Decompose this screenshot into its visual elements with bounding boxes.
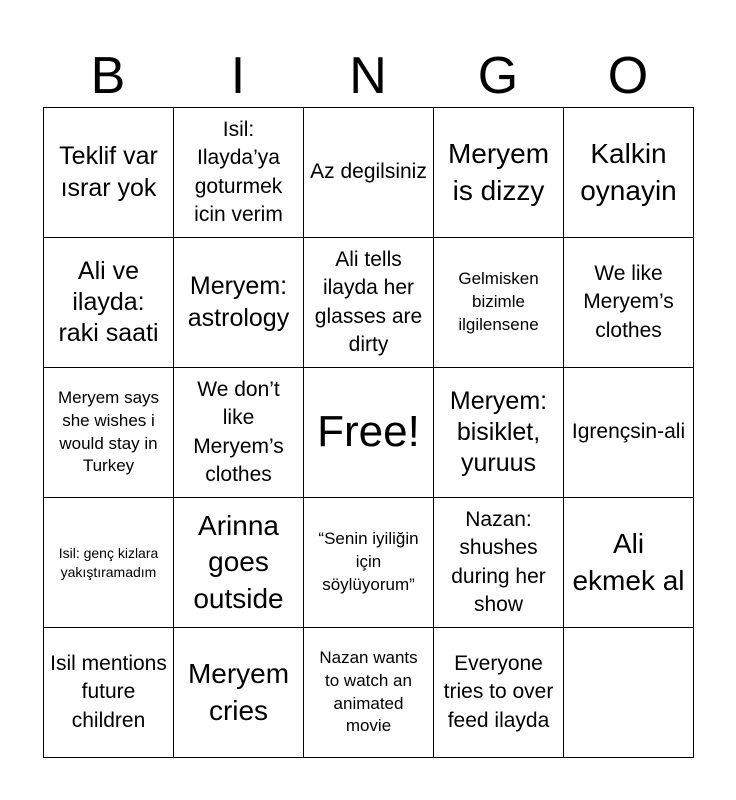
bingo-cell[interactable]: Meryem is dizzy [434,108,564,238]
grid-row-3 [44,368,694,498]
bingo-cell[interactable]: Nazan: shushes during her show [434,498,564,628]
bingo-grid [43,107,694,758]
bingo-cell[interactable]: Nazan wants to watch an animated movie [304,628,434,758]
bingo-cell[interactable]: Ali ekmek al [564,498,694,628]
bingo-cell[interactable]: Kalkin oynayin [564,108,694,238]
empty-cell[interactable] [564,628,694,758]
header-letter-o: O [607,47,649,105]
header-letter-g: G [477,47,519,105]
bingo-cell[interactable]: Ali ve ilayda: raki saati [44,238,174,368]
bingo-cell[interactable]: Meryem: astrology [174,238,304,368]
bingo-cell[interactable]: Gelmisken bizimle ilgilensene [434,238,564,368]
bingo-cell[interactable]: Teklif var ısrar yok [44,108,174,238]
grid-row-1 [44,108,694,238]
bingo-cell[interactable]: Az degilsiniz [304,108,434,238]
grid-row-2 [44,238,694,368]
free-cell[interactable]: Free! [304,368,434,498]
bingo-cell[interactable]: Isil: genç kizlara yakıştıramadım [44,498,174,628]
bingo-cell[interactable]: “Senin iyiliğin için söylüyorum” [304,498,434,628]
bingo-cell[interactable]: Isil: Ilayda’ya goturmek icin verim [174,108,304,238]
header-letter-b: B [90,47,126,105]
header-letter-n: N [349,47,387,105]
grid-row-5 [44,628,694,758]
grid-row-4 [44,498,694,628]
bingo-cell[interactable]: Arinna goes outside [174,498,304,628]
header-letter-i: I [230,47,246,105]
bingo-cell[interactable]: Meryem says she wishes i would stay in Turkey [44,368,174,498]
bingo-cell[interactable]: Meryem cries [174,628,304,758]
bingo-cell[interactable]: We like Meryem’s clothes [564,238,694,368]
bingo-cell[interactable]: Igrençsin-ali [564,368,694,498]
bingo-cell[interactable]: We don’t like Meryem’s clothes [174,368,304,498]
bingo-cell[interactable]: Ali tells ilayda her glasses are dirty [304,238,434,368]
bingo-cell[interactable]: Isil mentions future children [44,628,174,758]
bingo-cell[interactable]: Meryem: bisiklet, yuruus [434,368,564,498]
bingo-cell[interactable]: Everyone tries to over feed ilayda [434,628,564,758]
bingo-header [43,44,693,108]
